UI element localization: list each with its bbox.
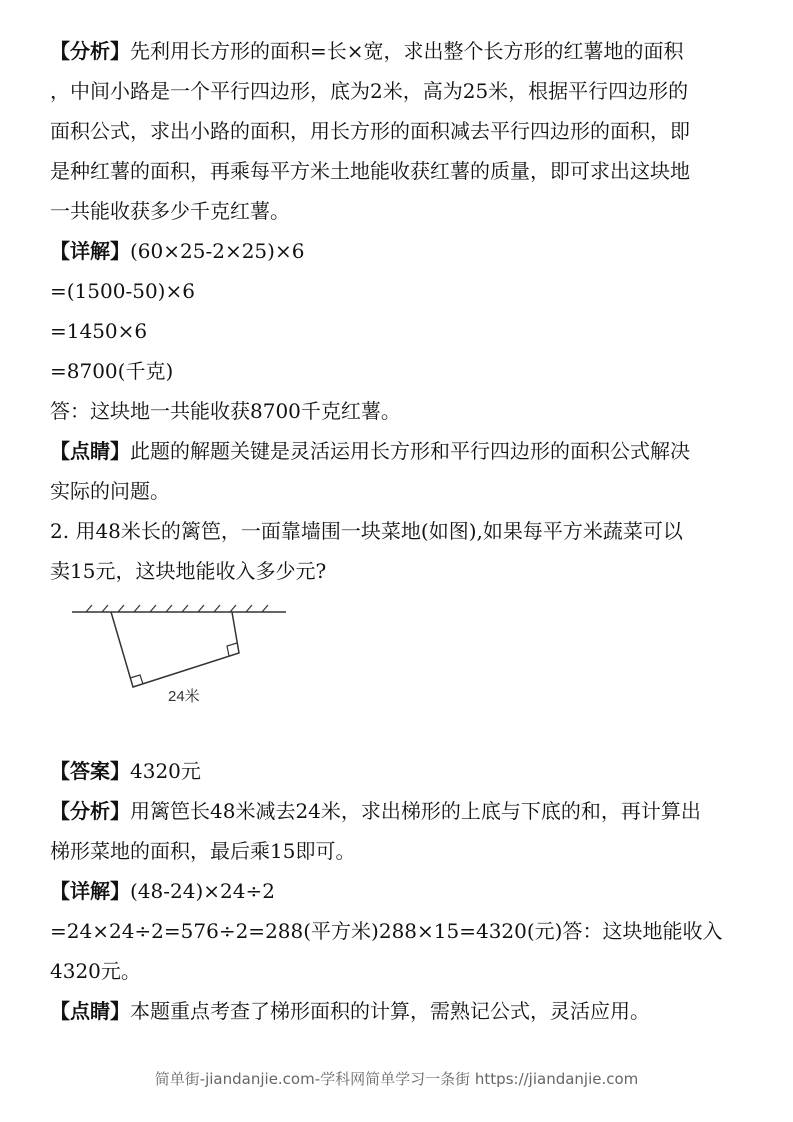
line-text: ，中间小路是一个平行四边形，底为2米，高为25米，根据平行四边形的 bbox=[50, 79, 689, 103]
text-line bbox=[50, 478, 170, 504]
text-line bbox=[50, 278, 195, 304]
line-text: 梯形菜地的面积，最后乘15即可。 bbox=[50, 839, 356, 863]
text-line bbox=[50, 318, 147, 344]
text-line bbox=[50, 438, 690, 464]
line-text: 先利用长方形的面积=长×宽，求出整个长方形的红薯地的面积 bbox=[130, 39, 684, 63]
line-text: =1450×6 bbox=[50, 319, 148, 343]
line-text: 答：这块地一共能收获8700千克红薯。 bbox=[50, 399, 401, 423]
text-line bbox=[50, 758, 201, 784]
text-line bbox=[50, 558, 326, 584]
line-text: 用篱笆长48米减去24米，求出梯形的上底与下底的和，再计算出 bbox=[130, 799, 701, 823]
section-tag: 【分析】 bbox=[50, 39, 130, 63]
text-line bbox=[50, 118, 690, 144]
section-tag: 【详解】 bbox=[50, 239, 130, 263]
section-tag: 【答案】 bbox=[50, 759, 130, 783]
fence-outline bbox=[111, 612, 239, 687]
line-text: =8700(千克) bbox=[50, 359, 174, 383]
text-line bbox=[50, 998, 650, 1024]
text-line bbox=[50, 198, 290, 224]
line-text: 是种红薯的面积，再乘每平方米土地能收获红薯的质量，即可求出这块地 bbox=[50, 159, 690, 183]
line-text: 2. 用48米长的篱笆，一面靠墙围一块菜地(如图),如果每平方米蔬菜可以 bbox=[50, 519, 683, 543]
text-line bbox=[50, 158, 690, 184]
page-footer: 简单街-jiandanjie.com-学科网简单学习一条街 https://jiandanjie.com bbox=[154, 1070, 639, 1088]
text-line bbox=[50, 238, 304, 264]
figure-label: 24米 bbox=[168, 688, 200, 705]
section-tag: 【点睛】 bbox=[50, 999, 130, 1023]
line-text: =(1500-50)×6 bbox=[50, 279, 195, 303]
line-text: 面积公式，求出小路的面积，用长方形的面积减去平行四边形的面积，即 bbox=[50, 119, 690, 143]
line-text: 卖15元，这块地能收入多少元? bbox=[50, 559, 327, 583]
line-text: 此题的解题关键是灵活运用长方形和平行四边形的面积公式解决 bbox=[130, 439, 690, 463]
section-tag: 【详解】 bbox=[50, 879, 130, 903]
line-text: (48-24)×24÷2 bbox=[130, 879, 275, 903]
text-line bbox=[50, 78, 688, 104]
line-text: (60×25-2×25)×6 bbox=[130, 239, 305, 263]
section-tag: 【分析】 bbox=[50, 799, 130, 823]
text-line bbox=[50, 798, 701, 824]
text-line bbox=[50, 958, 141, 984]
section-tag: 【点睛】 bbox=[50, 439, 130, 463]
text-line bbox=[50, 518, 683, 544]
text-line bbox=[50, 38, 684, 64]
line-text: 实际的问题。 bbox=[50, 479, 170, 503]
trapezoid-garden-figure bbox=[66, 600, 296, 710]
line-text: 4320元。 bbox=[50, 959, 141, 983]
text-line bbox=[50, 838, 355, 864]
line-text: 本题重点考查了梯形面积的计算，需熟记公式，灵活应用。 bbox=[130, 999, 650, 1023]
text-line bbox=[50, 878, 275, 904]
line-text: =24×24÷2=576÷2=288(平方米)288×15=4320(元)答：这块地能收入 bbox=[50, 919, 723, 943]
line-text: 4320元 bbox=[130, 759, 201, 783]
text-line bbox=[50, 918, 723, 944]
text-line bbox=[50, 398, 401, 424]
line-text: 一共能收获多少千克红薯。 bbox=[50, 199, 290, 223]
text-line bbox=[50, 358, 173, 384]
wall-hatching bbox=[86, 605, 268, 612]
